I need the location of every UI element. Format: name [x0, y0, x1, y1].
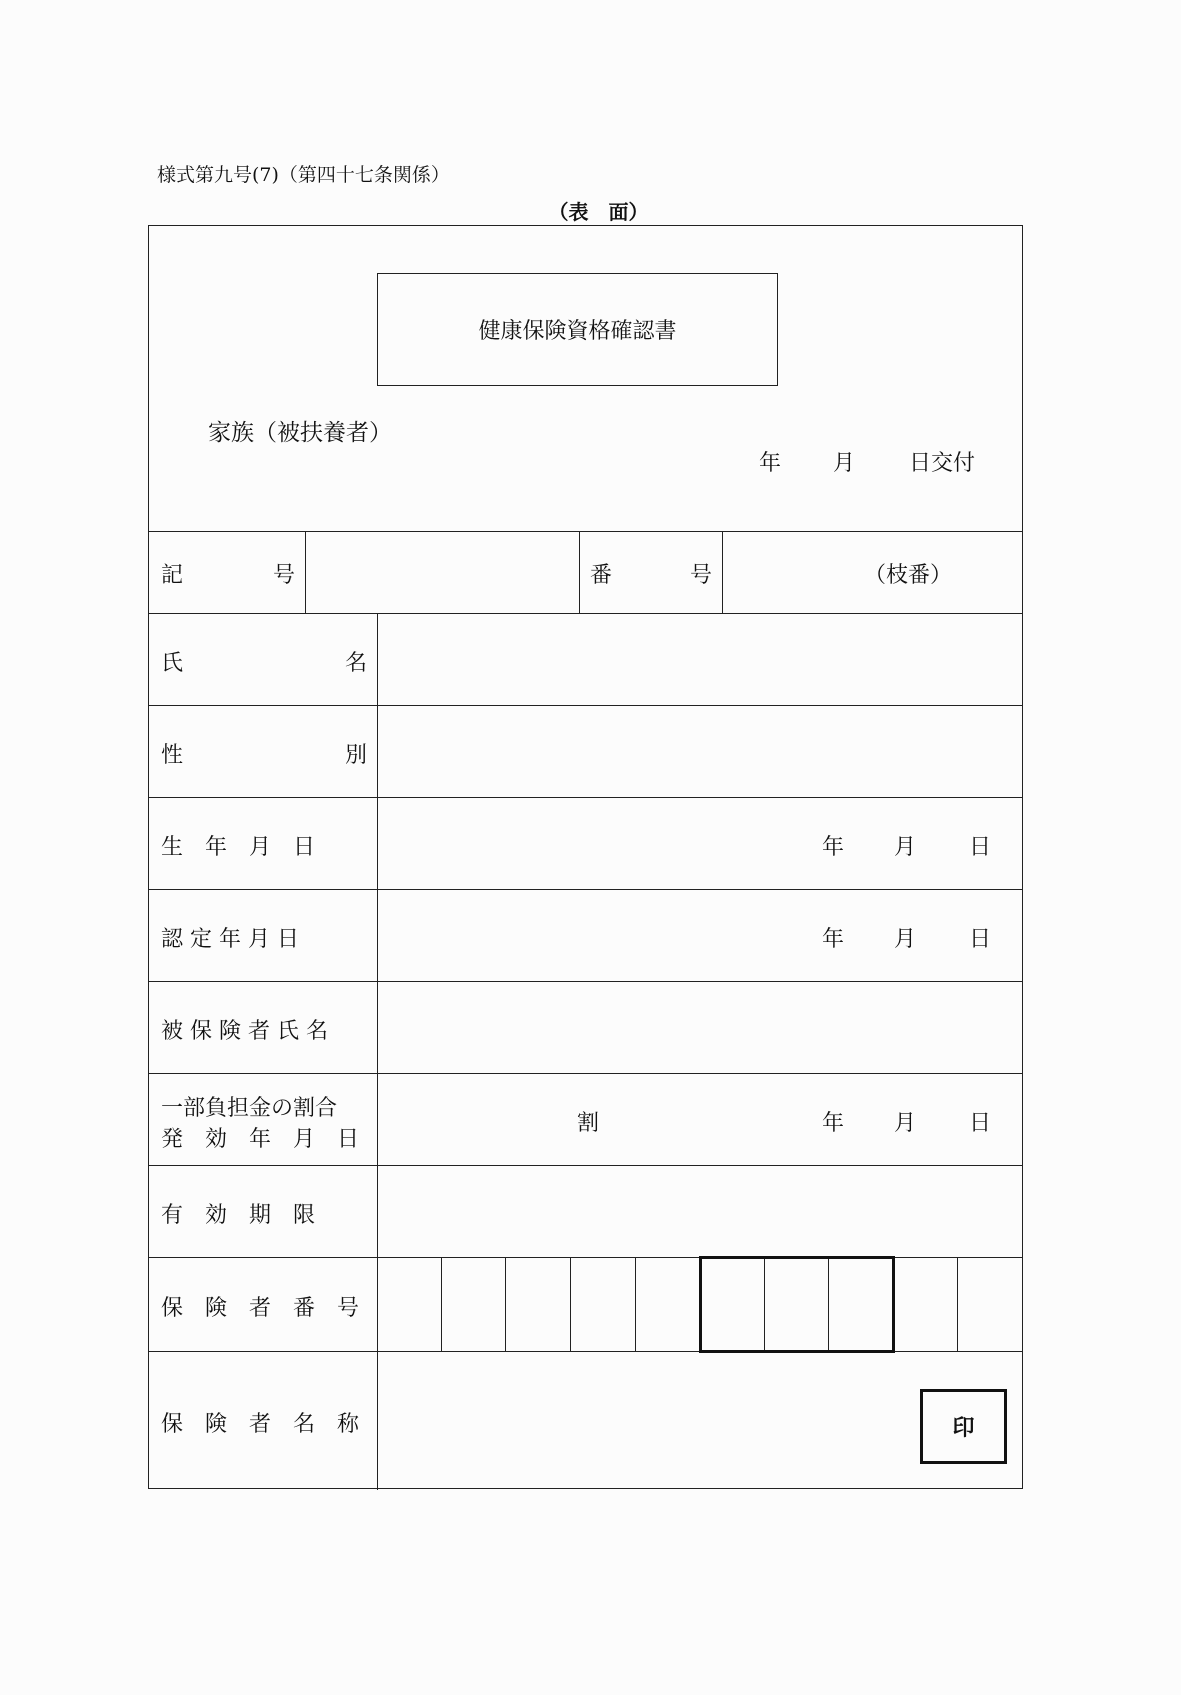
- issue-day-label: 日交付: [909, 451, 976, 476]
- name-label-a: 氏: [161, 651, 184, 676]
- number-label-b: 号: [690, 563, 713, 588]
- birth-year: 年: [822, 835, 845, 860]
- copay-day: 日: [969, 1111, 992, 1136]
- rule: [722, 531, 723, 613]
- rule: [305, 531, 306, 613]
- copay-year: 年: [822, 1111, 845, 1136]
- insurer-code-highlight-box: [699, 1256, 895, 1353]
- name-label-b: 名: [345, 651, 368, 676]
- rule: [579, 531, 580, 613]
- side-label: （表 面）: [548, 200, 649, 224]
- digit-divider: [441, 1257, 442, 1351]
- family-label: 家族（被扶養者）: [208, 420, 392, 446]
- insurer-number-label: 保 険 者 番 号: [161, 1296, 360, 1321]
- copay-label-line1: 一部負担金の割合: [161, 1096, 338, 1121]
- rule: [149, 613, 1022, 614]
- rule: [149, 531, 1022, 532]
- insurer-name-label: 保 険 者 名 称: [161, 1412, 360, 1437]
- birth-day: 日: [969, 835, 992, 860]
- rule: [149, 797, 1022, 798]
- rule: [377, 613, 378, 1490]
- symbol-label-a: 記: [161, 563, 184, 588]
- sex-label-a: 性: [161, 743, 184, 768]
- issue-month-label: 月: [833, 451, 856, 476]
- certified-year: 年: [822, 927, 845, 952]
- qualification-card: [148, 225, 1023, 1489]
- digit-divider: [570, 1257, 571, 1351]
- seal-stamp-box: 印: [920, 1389, 1007, 1464]
- rule: [149, 1165, 1022, 1166]
- number-label-a: 番: [590, 563, 613, 588]
- copay-ratio-unit: 割: [577, 1111, 600, 1136]
- rule: [149, 705, 1022, 706]
- birth-label: 生 年 月 日: [161, 835, 316, 860]
- certified-month: 月: [894, 927, 917, 952]
- branch-number[interactable]: （枝番）: [864, 563, 953, 588]
- birth-month: 月: [894, 835, 917, 860]
- symbol-label-b: 号: [273, 563, 296, 588]
- form-number: 様式第九号(7)（第四十七条関係）: [157, 164, 450, 186]
- rule: [149, 981, 1022, 982]
- copay-label-line2: 発 効 年 月 日: [161, 1127, 360, 1152]
- rule: [149, 889, 1022, 890]
- digit-divider: [505, 1257, 506, 1351]
- validity-label: 有 効 期 限: [161, 1203, 316, 1228]
- certified-label: 認 定 年 月 日: [161, 927, 299, 952]
- issue-year-label: 年: [759, 451, 782, 476]
- card-title: 健康保険資格確認書: [377, 273, 778, 386]
- copay-month: 月: [894, 1111, 917, 1136]
- certified-day: 日: [969, 927, 992, 952]
- digit-divider: [635, 1257, 636, 1351]
- digit-divider: [957, 1257, 958, 1351]
- insured-name-label: 被 保 険 者 氏 名: [161, 1019, 328, 1044]
- sex-label-b: 別: [345, 743, 368, 768]
- rule: [149, 1073, 1022, 1074]
